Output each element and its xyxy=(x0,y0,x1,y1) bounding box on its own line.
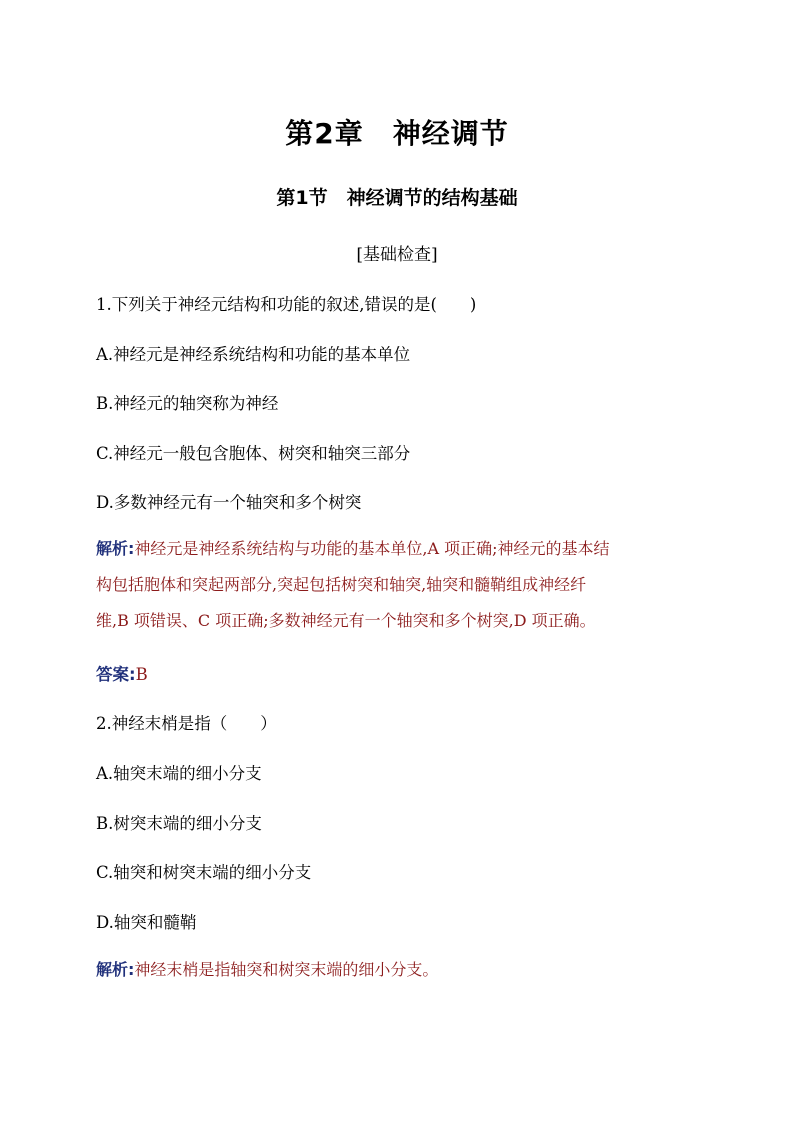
question-1-stem: 1.下列关于神经元结构和功能的叙述,错误的是( ) xyxy=(96,295,477,314)
question-1-option-d: D.多数神经元有一个轴突和多个树突 xyxy=(96,493,362,512)
analysis-tag: 解析: xyxy=(96,539,135,558)
analysis-line xyxy=(96,952,706,988)
question-1-answer xyxy=(96,661,148,685)
analysis-line xyxy=(96,531,706,567)
section-title: 第1节 神经调节的结构基础 xyxy=(276,187,518,209)
analysis-line: 维,B 项错误、C 项正确;多数神经元有一个轴突和多个树突,D 项正确。 xyxy=(96,611,596,630)
analysis-text: 神经末梢是指轴突和树突末端的细小分支。 xyxy=(134,960,439,979)
question-2-stem: 2.神经末梢是指（ ） xyxy=(96,714,277,733)
question-2-analysis xyxy=(96,952,706,988)
question-2-option-b: B.树突末端的细小分支 xyxy=(96,814,262,833)
question-2-option-d: D.轴突和髓鞘 xyxy=(96,913,197,932)
chapter-title: 第2章 神经调节 xyxy=(285,117,509,150)
question-1-option-a: A.神经元是神经系统结构和功能的基本单位 xyxy=(96,345,411,364)
question-1-option-b: B.神经元的轴突称为神经 xyxy=(96,394,279,413)
question-1-option-c: C.神经元一般包含胞体、树突和轴突三部分 xyxy=(96,444,411,463)
question-1-analysis xyxy=(96,531,706,639)
question-2-option-a: A.轴突末端的细小分支 xyxy=(96,764,262,783)
section-label: [基础检查] xyxy=(356,245,438,265)
analysis-text: 神经元是神经系统结构与功能的基本单位,A 项正确;神经元的基本结 xyxy=(134,539,610,558)
question-2-option-c: C.轴突和树突末端的细小分支 xyxy=(96,863,312,882)
answer-tag: 答案: xyxy=(96,665,136,684)
analysis-tag: 解析: xyxy=(96,960,135,979)
answer-value: B xyxy=(135,665,148,684)
analysis-line: 构包括胞体和突起两部分,突起包括树突和轴突,轴突和髓鞘组成神经纤 xyxy=(96,575,587,594)
